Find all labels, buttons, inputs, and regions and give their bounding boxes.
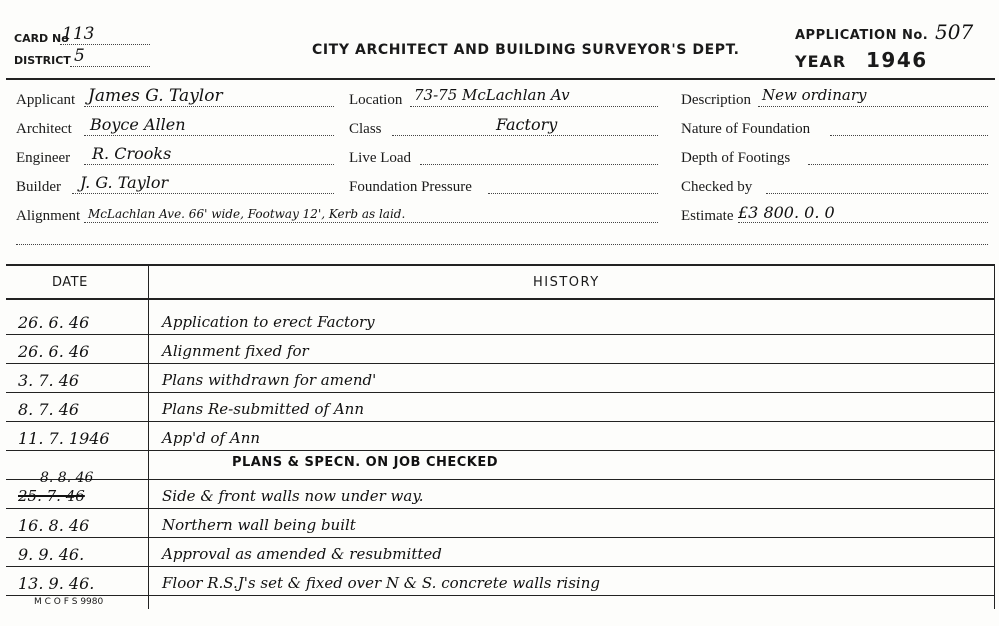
- card-no-value: 113: [62, 24, 95, 44]
- history-row-text: Plans withdrawn for amend': [162, 371, 377, 389]
- history-row-text: Plans Re-submitted of Ann: [162, 400, 364, 418]
- history-column-header: HISTORY: [533, 275, 600, 290]
- class-label: Class: [349, 121, 382, 137]
- history-row-date: 8. 7. 46: [18, 400, 80, 419]
- card-no-label: CARD No: [14, 32, 69, 45]
- description-value: New ordinary: [762, 86, 867, 104]
- history-row-date-struck: 25. 7. 46: [18, 487, 85, 505]
- history-row-date: 16. 8. 46: [18, 516, 90, 535]
- history-row-date: 26. 6. 46: [18, 342, 90, 361]
- checked-by-label: Checked by: [681, 179, 753, 195]
- estimate-value: £3 800. 0. 0: [738, 203, 835, 222]
- district-value: 5: [74, 46, 85, 66]
- foundation-pressure-label: Foundation Pressure: [349, 179, 472, 195]
- applicant-value: James G. Taylor: [88, 86, 223, 106]
- nature-of-foundation-label: Nature of Foundation: [681, 121, 811, 137]
- architect-value: Boyce Allen: [90, 115, 186, 134]
- form-code: M C O F S 9980: [34, 597, 104, 607]
- alignment-value: McLachlan Ave. 66' wide, Footway 12', Kerb as laid.: [88, 207, 406, 221]
- history-row-date: 26. 6. 46: [18, 313, 90, 332]
- history-row-date: 11. 7. 1946: [18, 429, 110, 448]
- depth-of-footings-label: Depth of Footings: [681, 150, 791, 166]
- history-row-text: Approval as amended & resubmitted: [162, 545, 442, 563]
- location-value: 73-75 McLachlan Av: [414, 86, 570, 104]
- history-row-text: Northern wall being built: [162, 516, 356, 534]
- alignment-label: Alignment: [16, 208, 81, 224]
- dept-title: CITY ARCHITECT AND BUILDING SURVEYOR'S DEPT.: [312, 42, 740, 58]
- live-load-label: Live Load: [349, 150, 412, 166]
- class-value: Factory: [496, 115, 558, 134]
- application-no-label: APPLICATION No.: [795, 28, 929, 43]
- history-row-text: App'd of Ann: [162, 429, 261, 447]
- history-row-date: 13. 9. 46.: [18, 574, 95, 593]
- checked-stamp: PLANS & SPECN. ON JOB CHECKED: [232, 455, 499, 470]
- architect-label: Architect: [16, 121, 72, 137]
- history-row-text: Side & front walls now under way.: [162, 487, 424, 505]
- history-row-text: Floor R.S.J's set & fixed over N & S. concrete walls rising: [162, 574, 600, 592]
- history-row-date: 8. 8. 46: [40, 470, 94, 486]
- history-row-date: 9. 9. 46.: [18, 545, 85, 564]
- estimate-label: Estimate: [681, 208, 734, 224]
- year-value: 1946: [866, 48, 928, 72]
- engineer-label: Engineer: [16, 150, 71, 166]
- application-no-value: 507: [935, 20, 974, 44]
- location-label: Location: [349, 92, 403, 108]
- history-row-text: Application to erect Factory: [162, 313, 375, 331]
- history-row-text: Alignment fixed for: [162, 342, 309, 360]
- description-label: Description: [681, 92, 751, 108]
- builder-label: Builder: [16, 179, 61, 195]
- year-label: YEAR: [795, 52, 847, 71]
- date-column-header: DATE: [52, 275, 88, 290]
- engineer-value: R. Crooks: [92, 144, 172, 163]
- applicant-label: Applicant: [16, 92, 76, 108]
- district-label: DISTRICT: [14, 54, 71, 67]
- history-row-date: 3. 7. 46: [18, 371, 80, 390]
- builder-value: J. G. Taylor: [80, 173, 169, 192]
